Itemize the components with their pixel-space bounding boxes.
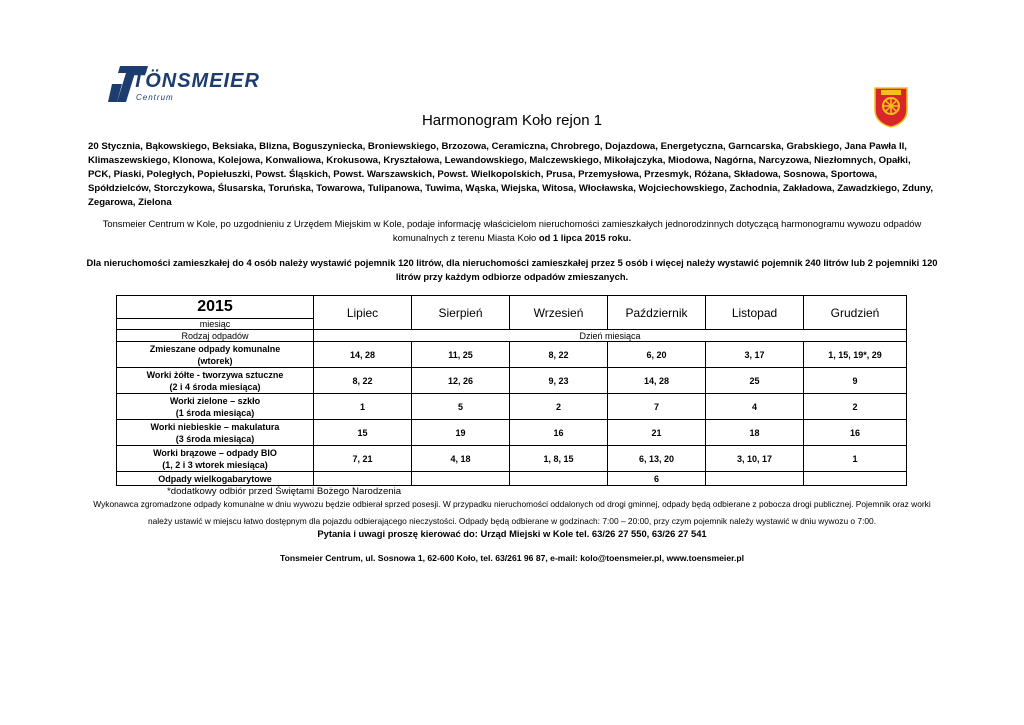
- table-row: [117, 420, 907, 446]
- intro-text: Tonsmeier Centrum w Kole, po uzgodnieniu z Urzędem Miejskim w Kole, podaje informację właścicielom nieruchomości zamieszkałych jednorodzinnych dotyczącą harmonogramu wywozu odpadów komunalnych z terenu Miasta Koło: [102, 218, 922, 243]
- waste-type-days: (1 środa miesiąca): [175, 407, 255, 418]
- pickup-days-cell: 5: [412, 394, 510, 420]
- pickup-days-cell: 2: [510, 394, 608, 420]
- intro-paragraph: [80, 217, 944, 245]
- pickup-days-cell: 19: [412, 420, 510, 446]
- contractor-info: Wykonawca zgromadzone odpady komunalne w dniu wywozu będzie odbierał sprzed posesji. W przypadku nieruchomości oddalonych od drogi gminnej, odpady będą odbierane z pobocza drogi publicznej. Pojemnik oraz worki należy ustawić w miejscu łatwo dostępnym dla pojazdu odbierającego nieczystości. Odpady będą odbierane w godzinach: 7:00 – 20:00, przy czym pojemnik należy wystawić w dniu wywozu o 7:00.: [93, 499, 931, 526]
- waste-type-cell: [117, 342, 314, 368]
- waste-type-name: Worki żółte - tworzywa sztuczne: [146, 369, 284, 380]
- pickup-days-cell: 11, 25: [412, 342, 510, 368]
- pickup-days-cell: 25: [706, 368, 804, 394]
- month-header: Lipiec: [314, 296, 412, 330]
- waste-type-name: Worki niebieskie – makulatura: [150, 421, 280, 432]
- table-row: [117, 446, 907, 472]
- waste-type-cell: [117, 368, 314, 394]
- pickup-days-cell: 8, 22: [510, 342, 608, 368]
- pickup-days-cell: 4: [706, 394, 804, 420]
- pickup-days-cell: 3, 10, 17: [706, 446, 804, 472]
- pickup-days-cell: 1, 8, 15: [510, 446, 608, 472]
- waste-type-days: (2 i 4 środa miesiąca): [169, 381, 261, 392]
- month-label-cell: miesiąc: [117, 319, 314, 330]
- table-row: [117, 394, 907, 420]
- waste-type-cell: Odpady wielkogabarytowe: [117, 472, 314, 486]
- company-logo: [108, 64, 268, 104]
- pickup-days-cell: [412, 472, 510, 486]
- waste-type-days: (1, 2 i 3 wtorek miesiąca): [162, 459, 268, 470]
- schedule-table: [116, 295, 907, 486]
- pickup-days-cell: 7, 21: [314, 446, 412, 472]
- table-row: [117, 342, 907, 368]
- pickup-days-cell: 1: [314, 394, 412, 420]
- pickup-days-cell: 1, 15, 19*, 29: [804, 342, 907, 368]
- pickup-days-cell: 2: [804, 394, 907, 420]
- pickup-days-cell: 15: [314, 420, 412, 446]
- pickup-days-cell: 6, 20: [608, 342, 706, 368]
- container-rule: Dla nieruchomości zamieszkałej do 4 osób należy wystawić pojemnik 120 litrów, dla nieruchomości zamieszkałej przez 5 osób i więcej należy wystawić pojemnik 240 litrów lub 2 pojemniki 120 litrów przy każdym odbiorze odpadów zmieszanych.: [86, 257, 938, 282]
- waste-type-name: Worki brązowe – odpady BIO: [153, 447, 277, 458]
- company-footer: Tonsmeier Centrum, ul. Sosnowa 1, 62-600 Koło, tel. 63/261 96 87, e-mail: kolo@toensmeier.pl, www.toensmeier.pl: [280, 553, 744, 563]
- month-header: Wrzesień: [510, 296, 608, 330]
- page-title: Harmonogram Koło rejon 1: [421, 112, 603, 129]
- pickup-days-cell: 16: [804, 420, 907, 446]
- pickup-days-cell: [510, 472, 608, 486]
- table-subheader-row: [117, 330, 907, 342]
- footnote: *dodatkowy odbiór przed Świętami Bożego Narodzenia: [167, 486, 402, 497]
- pickup-days-cell: 14, 28: [608, 368, 706, 394]
- waste-type-cell: [117, 420, 314, 446]
- pickup-days-cell: [804, 472, 907, 486]
- contact-questions: Pytania i uwagi proszę kierować do: Urząd Miejski w Kole tel. 63/26 27 550, 63/26 27 541: [317, 528, 707, 539]
- waste-type-cell: [117, 446, 314, 472]
- logo-brand-text: TÖNSMEIER: [132, 70, 260, 92]
- pickup-days-cell: 16: [510, 420, 608, 446]
- waste-type-label-cell: Rodzaj odpadów: [117, 330, 314, 342]
- pickup-days-cell: 21: [608, 420, 706, 446]
- month-header: Październik: [608, 296, 706, 330]
- year-cell: 2015: [117, 296, 314, 319]
- waste-type-name: Worki zielone – szkło: [169, 395, 261, 406]
- waste-type-days: (3 środa miesiąca): [175, 433, 255, 444]
- table-row: [117, 368, 907, 394]
- table-row: [117, 472, 907, 486]
- month-header: Sierpień: [412, 296, 510, 330]
- pickup-days-cell: 9: [804, 368, 907, 394]
- pickup-days-cell: 8, 22: [314, 368, 412, 394]
- intro-date: od 1 lipca 2015 roku.: [538, 232, 632, 243]
- logo-sub-text: Centrum: [136, 93, 174, 102]
- pickup-days-cell: 7: [608, 394, 706, 420]
- waste-type-days: (wtorek): [197, 355, 233, 366]
- street-list: 20 Stycznia, Bąkowskiego, Beksiaka, Blizna, Boguszyniecka, Broniewskiego, Brzozowa, Ceramiczna, Chrobrego, Dojazdowa, Energetyczna, Garncarska, Grabskiego, Jana Pawła II, Klimaszewskiego, Klonowa, Kolejowa, Konwaliowa, Krokusowa, Kryształowa, Lewandowskiego, Malczewskiego, Mikołajczyka, Miodowa, Nagórna, Narcyzowa, Niezłomnych, Opałki, PCK, Piaski, Poległych, Popiełuszki, Powst. Śląskich, Powst. Warszawskich, Powst. Wielkopolskich, Prusa, Przemysłowa, Przesmyk, Różana, Składowa, Sosnowa, Sportowa, Spółdzielców, Storczykowa, Ślusarska, Toruńska, Towarowa, Tulipanowa, Tuwima, Wąska, Wiejska, Witosa, Włocławska, Wojciechowskiego, Zachodnia, Zakładowa, Zawadzkiego, Zduny, Zegarowa, Zielona: [88, 141, 933, 208]
- pickup-days-cell: 18: [706, 420, 804, 446]
- pickup-days-cell: 4, 18: [412, 446, 510, 472]
- pickup-days-cell: 6: [608, 472, 706, 486]
- pickup-days-cell: 9, 23: [510, 368, 608, 394]
- pickup-days-cell: 1: [804, 446, 907, 472]
- pickup-days-cell: 12, 26: [412, 368, 510, 394]
- table-header-row: [117, 296, 907, 319]
- pickup-days-cell: [314, 472, 412, 486]
- pickup-days-cell: [706, 472, 804, 486]
- pickup-days-cell: 14, 28: [314, 342, 412, 368]
- waste-type-cell: [117, 394, 314, 420]
- pickup-days-cell: 6, 13, 20: [608, 446, 706, 472]
- waste-type-name: Zmieszane odpady komunalne: [149, 343, 281, 354]
- month-header: Grudzień: [804, 296, 907, 330]
- pickup-days-cell: 3, 17: [706, 342, 804, 368]
- month-header: Listopad: [706, 296, 804, 330]
- day-of-month-label-cell: Dzień miesiąca: [314, 330, 907, 342]
